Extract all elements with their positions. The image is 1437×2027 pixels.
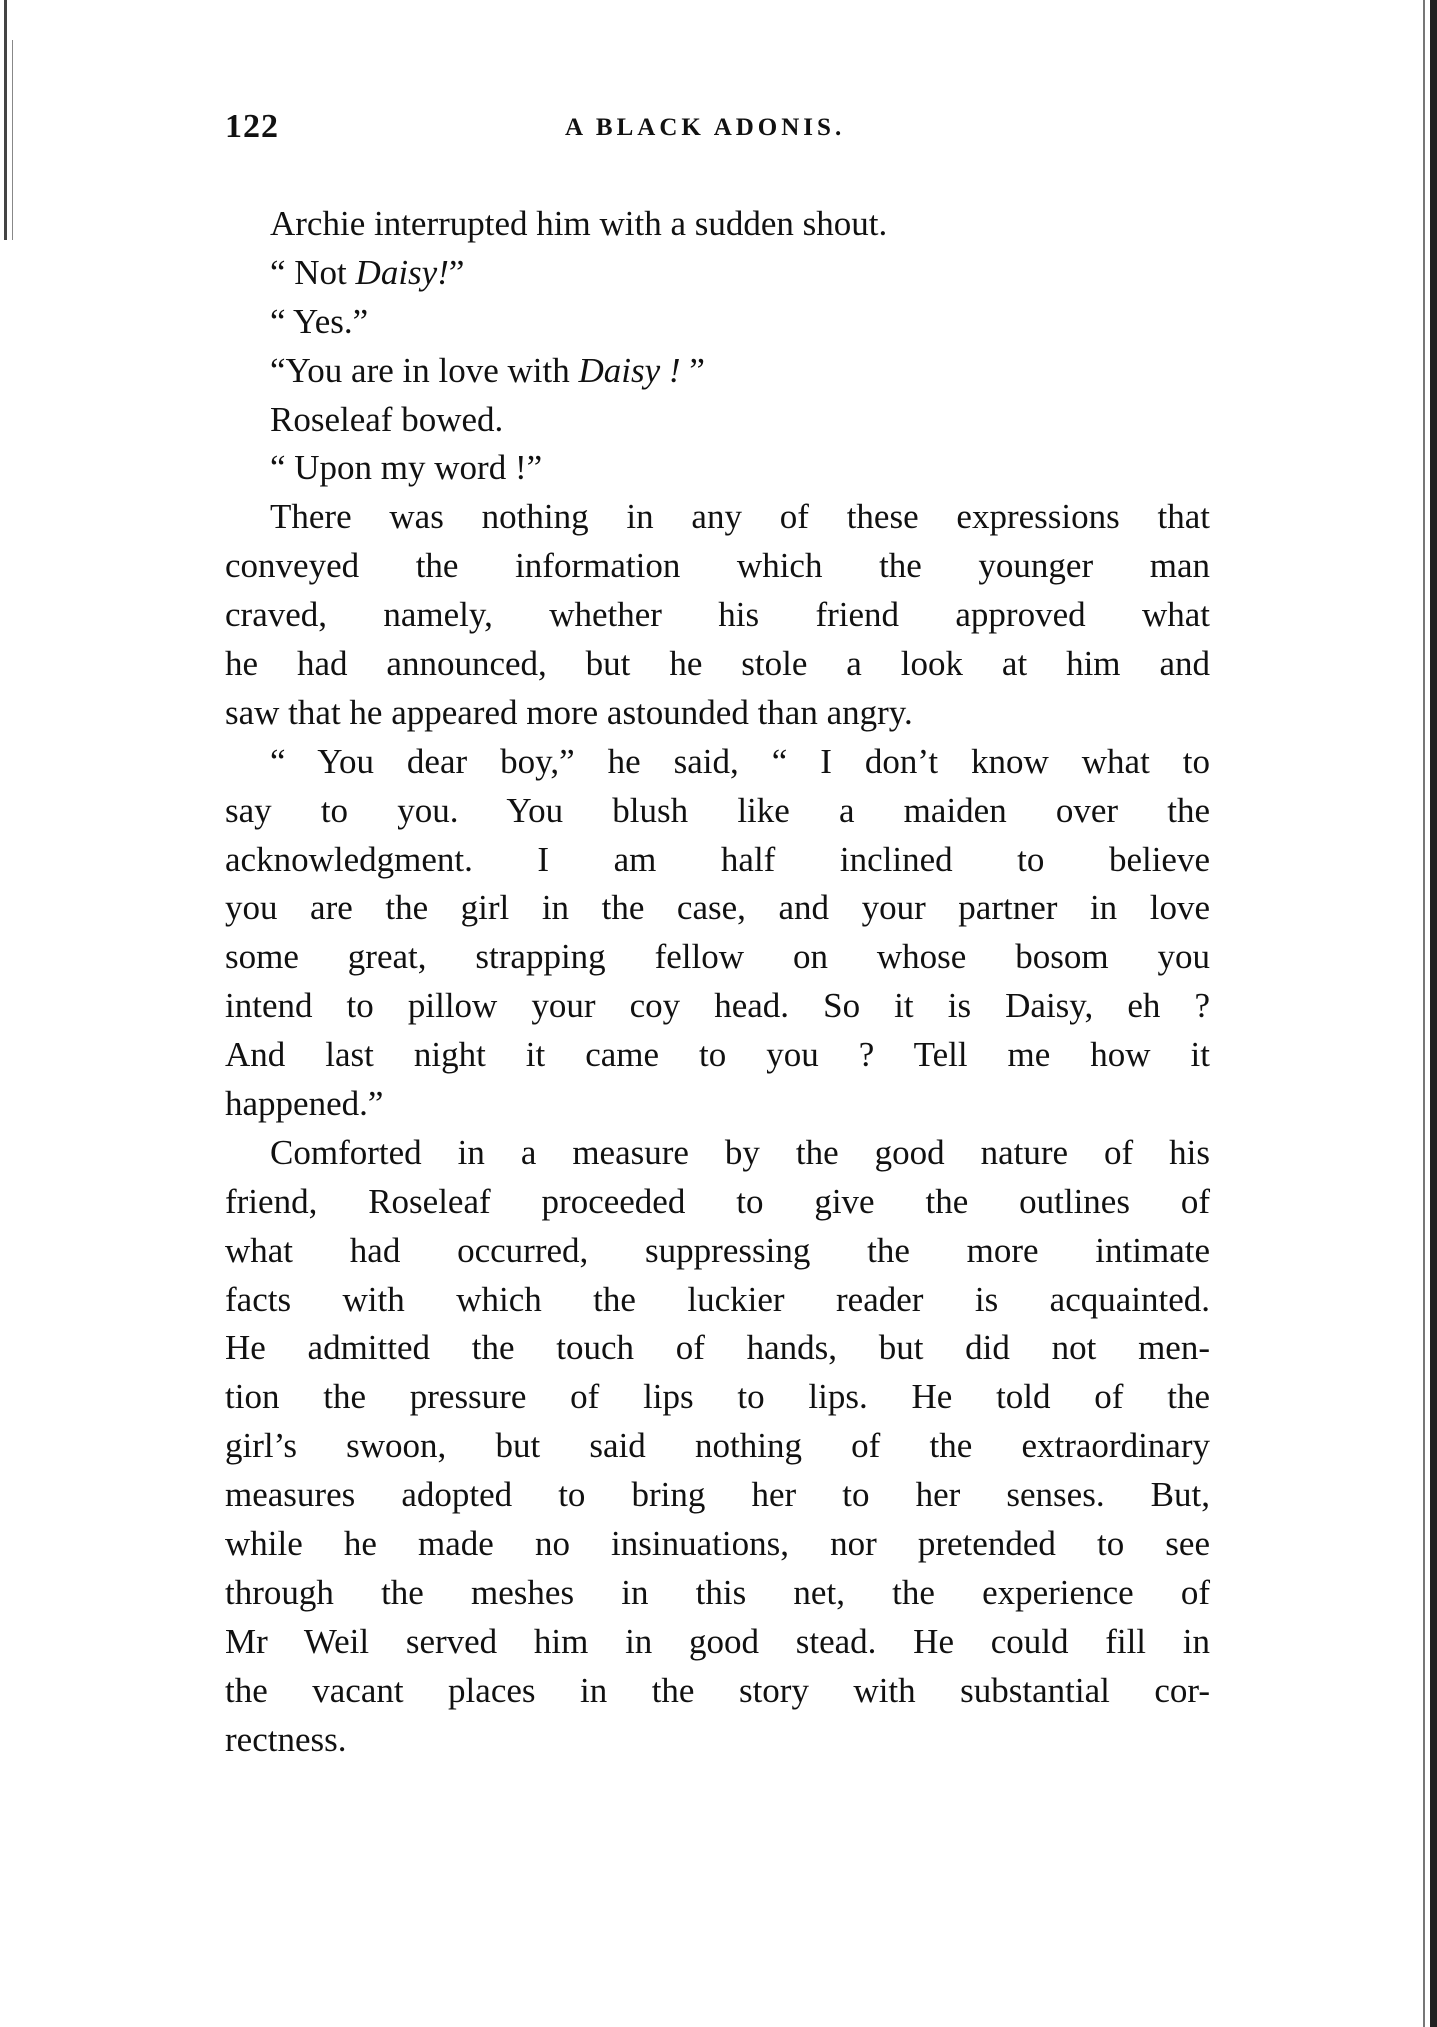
italic-text: Daisy! [355,252,449,292]
running-title: A BLACK ADONIS. [565,114,846,141]
text-line: through the meshes in this net, the experience of [225,1572,1210,1612]
binding-edge-right-inner [1423,0,1425,2027]
text-line [225,249,1210,298]
text-fragment: “You are in love with [270,350,579,390]
text-line: saw that he appeared more astounded than angry. [225,692,913,732]
text-line: “ You dear boy,” he said, “ I don’t know what to [270,741,1210,781]
text-fragment: ” [448,252,465,292]
text-line: happened.” [225,1084,384,1124]
text-line: Comforted in a measure by the good nature of his [270,1132,1210,1172]
text-fragment: “ Not [270,252,356,292]
text-line: intend to pillow your coy head. So it is Daisy, eh ? [225,986,1210,1026]
text-line: what had occurred, suppressing the more intimate [225,1230,1210,1270]
text-line: There was nothing in any of these expressions that [270,497,1210,537]
text-line: you are the girl in the case, and your partner in love [225,888,1210,928]
text-line: say to you. You blush like a maiden over the [225,790,1210,830]
text-line: while he made no insinuations, nor pretended to see [225,1524,1210,1564]
text-line: craved, namely, whether his friend approved what [225,595,1210,635]
binding-edge-left [4,0,7,240]
italic-text: Daisy ! [578,350,681,390]
text-line: Roseleaf bowed. [270,399,504,439]
binding-edge-right [1430,0,1437,2027]
text-line: He admitted the touch of hands, but did not men- [225,1328,1210,1368]
text-line: facts with which the luckier reader is acquainted. [225,1279,1210,1319]
binding-edge-left-inner [12,40,13,240]
text-line: measures adopted to bring her to her senses. But, [225,1475,1210,1515]
text-line: girl’s swoon, but said nothing of the extraordinary [225,1426,1210,1466]
text-line: some great, strapping fellow on whose bosom you [225,937,1210,977]
text-line [225,347,1210,396]
text-line: he had announced, but he stole a look at him and [225,644,1210,684]
text-line: friend, Roseleaf proceeded to give the outlines of [225,1181,1210,1221]
text-line: conveyed the information which the younger man [225,546,1210,586]
text-line: Mr Weil served him in good stead. He could fill in [225,1621,1210,1661]
text-fragment: ” [680,350,705,390]
text-line: Archie interrupted him with a sudden shout. [270,204,888,243]
text-line: the vacant places in the story with substantial cor- [225,1670,1210,1710]
text-line: rectness. [225,1719,347,1759]
page-header [225,108,1210,158]
text-line: tion the pressure of lips to lips. He told of the [225,1377,1210,1417]
text-line: acknowledgment. I am half inclined to believe [225,839,1210,879]
text-line: “ Yes.” [270,301,369,341]
text-line: And last night it came to you ? Tell me how it [225,1035,1210,1075]
text-line: “ Upon my word !” [270,448,543,488]
body-text [225,200,1210,1765]
page-number: 122 [225,108,279,145]
